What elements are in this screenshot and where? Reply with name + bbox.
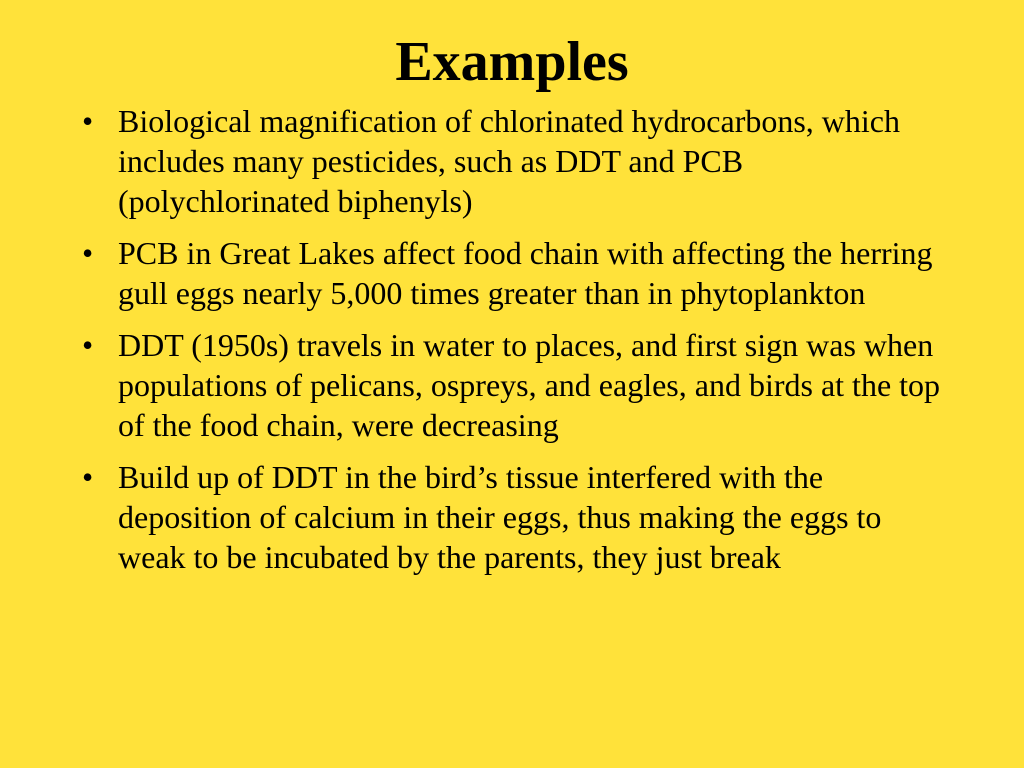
bullet-text: DDT (1950s) travels in water to places, and first sign was when populations of pelicans, ospreys, and eagles, and birds at the top of the food chain, were decreasing [118,327,941,443]
bullet-icon: • [82,327,94,363]
bullet-text: Biological magnification of chlorinated hydrocarbons, which includes many pesticides, such as DDT and PCB (polychlorinated biphenyls) [118,103,900,219]
bullet-item [72,233,952,313]
slide-title: Examples [395,31,629,93]
bullet-text: Build up of DDT in the bird’s tissue interfered with the deposition of calcium in their eggs, thus making the eggs to weak to be incubated by the parents, they just break [118,459,882,575]
bullet-list [72,101,952,589]
bullet-icon: • [82,459,94,495]
bullet-icon: • [82,103,94,139]
bullet-item [72,457,952,577]
bullet-text: PCB in Great Lakes affect food chain with affecting the herring gull eggs nearly 5,000 times greater than in phytoplankton [118,235,933,311]
bullet-icon: • [82,235,94,271]
bullet-item [72,325,952,445]
bullet-item [72,101,952,221]
